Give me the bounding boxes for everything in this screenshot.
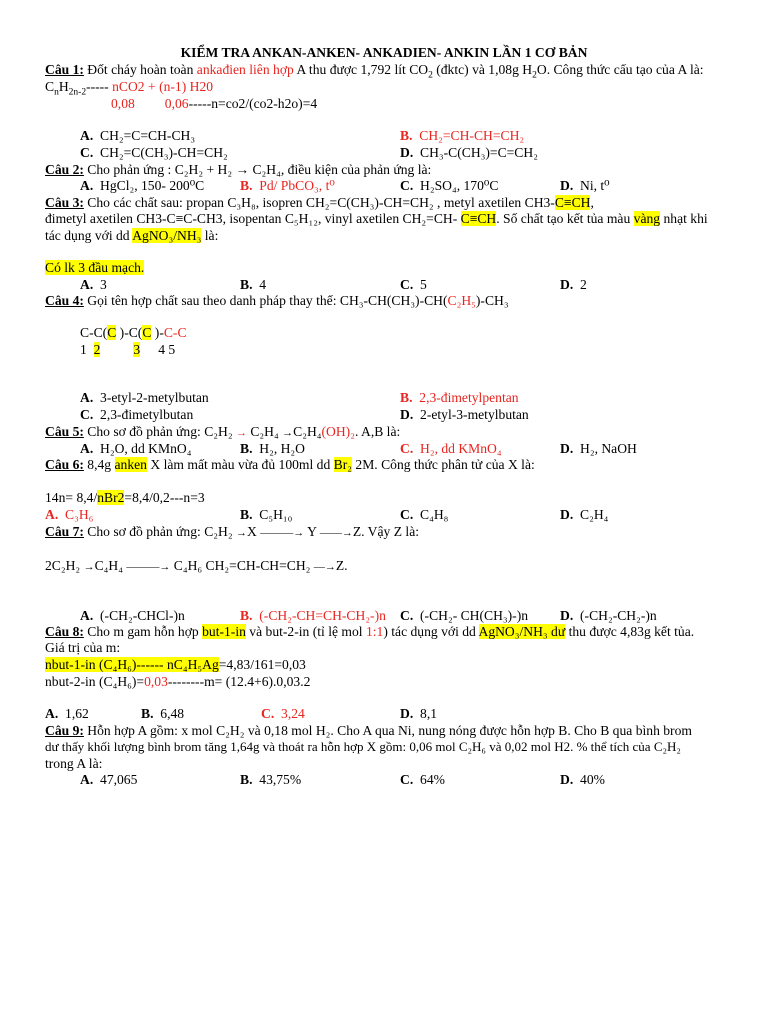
q4-structure-highlight: C [142, 325, 152, 340]
q4-option-d[interactable] [400, 407, 529, 423]
q5-option-a[interactable] [80, 441, 191, 457]
q3-option-b[interactable] [240, 277, 266, 293]
q9-label: Câu 9: [45, 723, 84, 738]
q1-work-line-1: $C_nH_{2n-2}-----$ nCO2 + (n-1) H20 [45, 79, 214, 98]
q4-structure-part: )-C( [116, 325, 143, 340]
option-letter: C. [400, 608, 414, 623]
option-text: 2 [580, 277, 587, 292]
q4-number: 4 5 [158, 342, 176, 357]
reaction-arrow-icon: → [235, 527, 247, 539]
q8-work-1 [45, 657, 306, 673]
question-1: Câu 1: Đốt cháy hoàn toàn ankađien liên hợp A thu được 1,792 lít $CO_2$ (đktc) và 1,08g $H_2O$. Công thức cấu tạo của A là: [45, 62, 704, 81]
option-text: 4 [259, 277, 267, 292]
option-text: 6,48 [160, 706, 185, 721]
option-text: CH₂=CH-CH=CH₂ [419, 128, 525, 143]
option-letter: C. [80, 407, 94, 422]
reaction-arrow-icon: ——→ [319, 527, 353, 539]
q4-option-c[interactable] [80, 407, 193, 423]
option-text: C₅H₁₀ [259, 507, 293, 522]
question-6 [45, 457, 535, 473]
q6-work-text-2: =8,4/0,2---n=3 [124, 490, 205, 505]
q9-line-2: dư thấy khối lượng bình brom tăng 1,64g và thoát ra hỗn hợp X gồm: 0,06 mol C₂H₆ và 0,02 mol H2. % thể tích của C₂H₂ [45, 739, 681, 754]
q1-option-d[interactable] [400, 145, 538, 161]
q8-option-c[interactable] [261, 706, 305, 722]
q9-text: Hỗn hợp A gồm: x mol C₂H₂ và 0,18 mol H₂. Cho A qua Ni, nung nóng được hỗn hợp B. Cho B qua bình brom [83, 723, 692, 738]
q2-option-a[interactable] [80, 178, 204, 194]
option-text: 43,75% [259, 772, 302, 787]
q8-work-text-2: nbut-2-in (C₄H₆)= [45, 674, 145, 689]
q7-text-4: Z. Vậy Z là: [352, 524, 420, 539]
question-7 [45, 524, 419, 541]
q1-text-4: O. Công thức cấu tạo của A là: [536, 62, 704, 77]
option-letter: C. [261, 706, 275, 721]
q5-option-c[interactable] [400, 441, 502, 457]
q4-structure [80, 325, 187, 341]
option-letter: D. [560, 772, 574, 787]
q4-structure-part: C-C( [80, 325, 108, 340]
q7-work-text: 2C₂H₂ [45, 558, 81, 573]
q6-text-3: 2M. Công thức phân tử của X là: [352, 457, 535, 472]
option-text: H₂, dd KMnO₄ [420, 441, 502, 456]
option-text: 8,1 [420, 706, 438, 721]
q1-option-a[interactable] [80, 128, 195, 144]
q8-work-2 [45, 674, 310, 690]
q3-text-4: . Số chất tạo kết tủa màu [496, 211, 634, 226]
q2-option-d[interactable] [560, 178, 610, 194]
q1-work-value-a: 0,08 [111, 96, 135, 111]
q3-text: Cho các chất sau: propan C₃H₈, isopren CH₂=C(CH₃)-CH=CH₂ , metyl axetilen CH3- [83, 195, 555, 210]
reaction-arrow-icon: → [282, 427, 294, 439]
q8-text-2: và but-2-in (tỉ lệ mol [245, 624, 366, 639]
option-letter: A. [80, 390, 94, 405]
q2-label: Câu 2: [45, 162, 84, 177]
option-text: (-CH₂-CHCl-)n [100, 608, 185, 623]
q6-text-2: X làm mất màu vừa đủ 100ml dd [146, 457, 334, 472]
q3-highlight-3: vàng [633, 211, 661, 226]
q7-text-3: Y [307, 524, 317, 539]
q7-option-a[interactable] [80, 608, 185, 624]
q1-option-c[interactable] [80, 145, 228, 161]
q8-option-a[interactable] [45, 706, 89, 722]
q8-work-highlight: nbut-1-in (C₄H₆)------ nC₄H₅Ag [45, 657, 219, 672]
option-text: (-CH₂-CH=CH-CH₂-)n [259, 608, 386, 623]
option-letter: A. [45, 706, 59, 721]
page-title: KIỂM TRA ANKAN-ANKEN- ANKADIEN- ANKIN LẦN 1 CƠ BẢN [180, 45, 588, 60]
q8-line-2: Giá trị của m: [45, 640, 121, 655]
question-5 [45, 424, 400, 441]
option-text: H₂SO₄, 170⁰C [420, 178, 499, 193]
option-letter: B. [240, 178, 253, 193]
option-letter: B. [400, 390, 413, 405]
option-letter: B. [240, 608, 253, 623]
q1-work-dash: ----- [86, 79, 109, 94]
q3-label: Câu 3: [45, 195, 84, 210]
option-letter: B. [240, 277, 253, 292]
q3-text-5: nhạt khi [660, 211, 708, 226]
q3-text-6: tác dụng với dd [45, 228, 133, 243]
q6-work-highlight: nBr2 [97, 490, 125, 505]
q9-line-3: trong A là: [45, 756, 103, 771]
q9-option-d[interactable] [560, 772, 605, 788]
option-text: 3,24 [281, 706, 305, 721]
option-text: CH₃-C(CH₃)=C=CH₂ [420, 145, 538, 160]
q5-label: Câu 5: [45, 424, 84, 439]
option-letter: D. [400, 407, 414, 422]
q7-work-text-4: Z. [335, 558, 348, 573]
q7-work-text-2: C₄H₄ [94, 558, 123, 573]
q4-number: 1 [80, 342, 87, 357]
q8-work-red: 0,03 [144, 674, 168, 689]
q4-structure-red: C-C [163, 325, 187, 340]
question-2 [45, 162, 431, 178]
q5-option-d[interactable] [560, 441, 637, 457]
option-letter: C. [400, 441, 414, 456]
q8-red-text: 1:1 [365, 624, 384, 639]
question-3 [45, 195, 594, 211]
q7-work-text-3: C₄H₆ CH₂=CH-CH=CH₂ [173, 558, 311, 573]
q3-highlight-2: C≡CH [460, 211, 497, 226]
option-letter: A. [80, 178, 94, 193]
q6-option-a[interactable] [45, 507, 93, 523]
q7-option-d[interactable] [560, 608, 657, 624]
option-letter: D. [560, 441, 574, 456]
option-letter: A. [80, 128, 94, 143]
q1-work-value-c: -----n=co2/(co2-h2o)=4 [188, 96, 318, 111]
option-text: (-CH₂-CH₂-)n [580, 608, 657, 623]
option-text: 47,065 [100, 772, 138, 787]
q3-line-3 [45, 228, 218, 244]
option-letter: D. [400, 706, 414, 721]
option-text: 40% [580, 772, 605, 787]
q1-option-b[interactable] [400, 128, 524, 144]
q4-text: Gọi tên hợp chất sau theo danh pháp thay thế: CH₃-CH(CH₃)-CH( [83, 293, 448, 308]
q5-text: Cho sơ đồ phản ứng: C₂H₂ [83, 424, 233, 439]
q4-text-2: )-CH₃ [475, 293, 509, 308]
q7-text-2: X [246, 524, 257, 539]
q4-number-highlight: 3 [133, 342, 141, 357]
q5-red-text: (OH)₂ [321, 424, 355, 439]
q1-red-text: ankađien liên hợp [196, 62, 294, 77]
option-letter: A. [80, 277, 94, 292]
q6-work [45, 490, 205, 506]
q3-note [45, 260, 144, 276]
q8-text-4: thu được 4,83g kết tủa. [565, 624, 695, 639]
option-letter: B. [400, 128, 413, 143]
q6-option-c[interactable] [400, 507, 448, 523]
q9-option-a[interactable] [80, 772, 137, 788]
q4-option-b[interactable] [400, 390, 519, 406]
q7-work [45, 558, 348, 575]
q8-option-b[interactable] [141, 706, 184, 722]
option-text: CH₂=C(CH₃)-CH=CH₂ [100, 145, 228, 160]
reaction-arrow-icon: —→ [313, 561, 336, 573]
option-text: (-CH₂- CH(CH₃)-)n [420, 608, 529, 623]
q2-text: Cho phản ứng : C₂H₂ + H₂ → C₂H₄, điều kiện của phản ứng là: [83, 162, 432, 177]
q4-option-a[interactable] [80, 390, 209, 406]
reaction-arrow-icon: → [235, 427, 247, 439]
q4-red-text: C₂H₅ [447, 293, 476, 308]
q4-number-highlight: 2 [93, 342, 101, 357]
q6-option-b[interactable] [240, 507, 292, 523]
q8-text-3: ) tác dụng với dd [383, 624, 479, 639]
q6-label: Câu 6: [45, 457, 84, 472]
q1-text-2: A thu được 1,792 lít CO [293, 62, 429, 77]
option-letter: D. [560, 178, 574, 193]
option-text: H₂O, dd KMnO₄ [100, 441, 192, 456]
option-text: 3 [100, 277, 107, 292]
q8-option-d[interactable] [400, 706, 437, 722]
option-letter: D. [400, 145, 414, 160]
q5-option-b[interactable] [240, 441, 305, 457]
q3-text-2: , [590, 195, 594, 210]
question-8 [45, 624, 694, 640]
q5-text-2: C₂H₄ [246, 424, 283, 439]
q7-label: Câu 7: [45, 524, 84, 539]
q8-highlight-2: AgNO₃/NH₃ dư [478, 624, 566, 639]
q4-structure-highlight: C [107, 325, 117, 340]
option-letter: D. [560, 277, 574, 292]
q4-label: Câu 4: [45, 293, 84, 308]
option-text: H₂, NaOH [580, 441, 637, 456]
question-4 [45, 293, 509, 309]
q5-text-3: C₂H₄ [293, 424, 322, 439]
q4-structure-part: )- [151, 325, 164, 340]
option-letter: A. [80, 772, 94, 787]
q3-note-text: Có lk 3 đầu mạch. [45, 260, 145, 275]
q7-option-c[interactable] [400, 608, 528, 624]
q6-highlight-1: anken [114, 457, 147, 472]
q6-highlight-2: Br₂ [333, 457, 353, 472]
q8-highlight-1: but-1-in [202, 624, 246, 639]
option-letter: C. [400, 277, 414, 292]
option-text: Pd/ PbCO₃, t⁰ [259, 178, 335, 193]
q8-text: Cho m gam hỗn hợp [83, 624, 203, 639]
option-text: 2,3-đimetylbutan [100, 407, 194, 422]
option-letter: B. [240, 441, 253, 456]
q3-option-c[interactable] [400, 277, 427, 293]
option-text: 3-etyl-2-metylbutan [100, 390, 209, 405]
q8-label: Câu 8: [45, 624, 84, 639]
q7-option-b[interactable] [240, 608, 386, 624]
q6-option-d[interactable] [560, 507, 608, 523]
q3-text-7: là: [201, 228, 219, 243]
option-text: 1,62 [65, 706, 89, 721]
option-text: HgCl₂, 150- 200⁰C [100, 178, 205, 193]
option-letter: B. [240, 772, 253, 787]
q6-text: 8,4g [83, 457, 115, 472]
option-letter: A. [80, 441, 94, 456]
q2-option-c[interactable] [400, 178, 498, 194]
q4-numbering [80, 342, 175, 358]
q1-work-line-2 [111, 96, 317, 112]
reaction-arrow-icon: → [83, 561, 95, 573]
question-9 [45, 723, 692, 739]
option-text: CH₂=C=CH-CH₃ [100, 128, 196, 143]
q8-work-text-3: --------m= (12.4+6).0,03.2 [167, 674, 311, 689]
q3-highlight-4: AgNO₃/NH₃ [132, 228, 202, 243]
option-text: Ni, t⁰ [580, 178, 610, 193]
option-letter: D. [560, 507, 574, 522]
option-letter: B. [141, 706, 154, 721]
q3-line-2 [45, 211, 708, 227]
q5-text-4: . A,B là: [354, 424, 401, 439]
q8-work-text: =4,83/161=0,03 [218, 657, 306, 672]
q1-text: Đốt cháy hoàn toàn [83, 62, 197, 77]
option-text: 2-etyl-3-metylbutan [420, 407, 529, 422]
option-letter: C. [400, 772, 414, 787]
q2-option-b[interactable] [240, 178, 335, 194]
q1-text-3: (đktc) và 1,08g H [432, 62, 533, 77]
q7-text: Cho sơ đồ phản ứng: C₂H₂ [83, 524, 233, 539]
option-text: C₃H₆ [65, 507, 94, 522]
option-letter: C. [80, 145, 94, 160]
q9-option-b[interactable] [240, 772, 301, 788]
q3-option-d[interactable] [560, 277, 587, 293]
option-letter: A. [45, 507, 59, 522]
option-text: H₂, H₂O [259, 441, 305, 456]
option-letter: A. [80, 608, 94, 623]
option-text: 2,3-đimetylpentan [419, 390, 519, 405]
q1-label: Câu 1: [45, 62, 84, 77]
option-text: 5 [420, 277, 427, 292]
option-letter: C. [400, 507, 414, 522]
option-letter: B. [240, 507, 253, 522]
option-text: 64% [420, 772, 445, 787]
option-letter: C. [400, 178, 414, 193]
reaction-arrow-icon: ———→ [260, 527, 305, 539]
option-letter: D. [560, 608, 574, 623]
reaction-arrow-icon: ———→ [126, 561, 171, 573]
q3-option-a[interactable] [80, 277, 107, 293]
q1-work-red: nCO2 + (n-1) H20 [112, 79, 214, 94]
q6-work-text: 14n= 8,4/ [45, 490, 98, 505]
q1-work-value-b: 0,06 [164, 96, 189, 111]
q3-highlight-1: C≡CH [554, 195, 591, 210]
option-text: C₄H₈ [420, 507, 449, 522]
q3-text-3: đimetyl axetilen CH3-C≡C-CH3, isopentan C₅H₁₂, vinyl axetilen CH₂=CH- [45, 211, 461, 226]
q9-option-c[interactable] [400, 772, 445, 788]
option-text: C₂H₄ [580, 507, 609, 522]
